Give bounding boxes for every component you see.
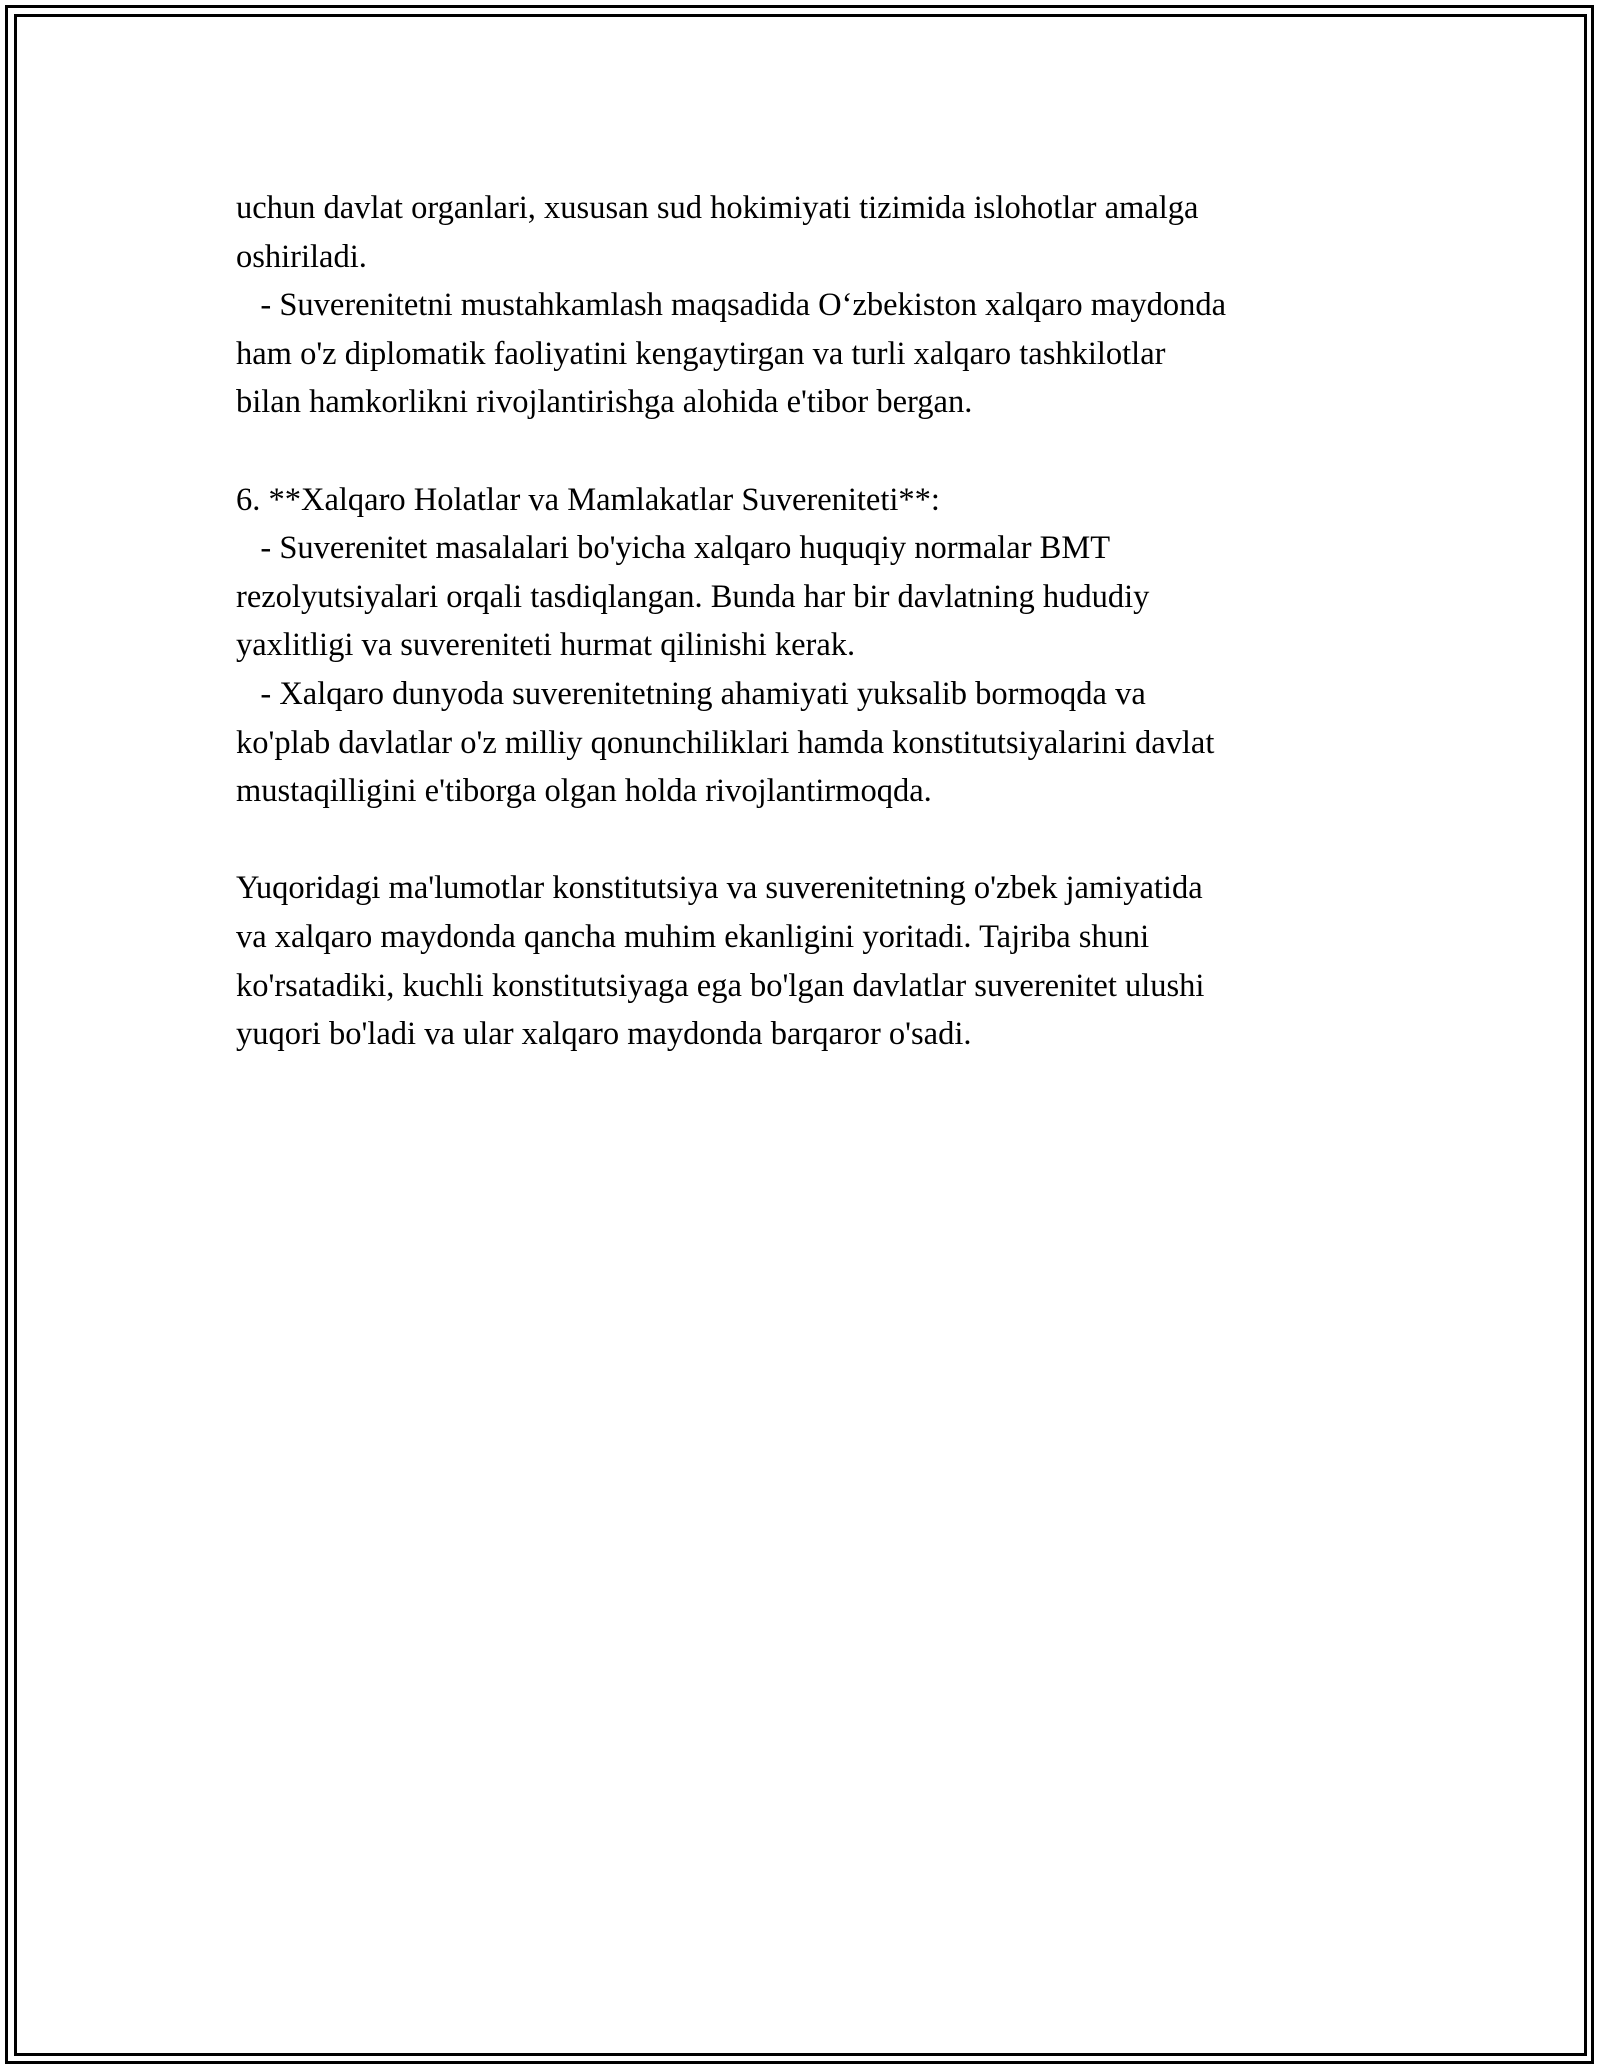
text-line: - Suverenitet masalalari bo'yicha xalqaro huquqiy normalar BMT <box>236 530 1111 567</box>
document-body <box>236 184 1366 1059</box>
section-heading <box>236 476 1366 525</box>
text-line: bilan hamkorlikni rivojlantirishga alohida e'tibor bergan. <box>236 384 973 421</box>
paragraph-diplomacy-bullet <box>236 281 1366 427</box>
text-line: - Xalqaro dunyoda suverenitetning ahamiyati yuksalib bormoqda va <box>236 675 1146 712</box>
paragraph-world-bullet <box>236 670 1366 816</box>
text-line: mustaqilligini e'tiborga olgan holda rivojlantirmoqda. <box>236 773 932 810</box>
text-line: uchun davlat organlari, xususan sud hokimiyati tizimida islohotlar amalga <box>236 190 1199 226</box>
text-line: yuqori bo'ladi va ular xalqaro maydonda barqaror o'sadi. <box>236 1016 972 1053</box>
text-line: yaxlitligi va suvereniteti hurmat qilinishi kerak. <box>236 627 856 664</box>
text-line: va xalqaro maydonda qancha muhim ekanligini yoritadi. Tajriba shuni <box>236 918 1150 955</box>
paragraph-gap <box>236 427 1366 476</box>
text-line: ham o'z diplomatik faoliyatini kengaytirgan va turli xalqaro tashkilotlar <box>236 335 1166 372</box>
paragraph-conclusion <box>236 864 1366 1058</box>
paragraph-un-bullet <box>236 524 1366 670</box>
text-line: oshiriladi. <box>236 238 367 275</box>
text-line: - Suverenitetni mustahkamlash maqsadida O‘zbekiston xalqaro maydonda <box>236 287 1227 324</box>
paragraph-continuation <box>236 184 1366 281</box>
text-line: ko'plab davlatlar o'z milliy qonunchiliklari hamda konstitutsiyalarini davlat <box>236 724 1215 761</box>
text-line: 6. **Xalqaro Holatlar va Mamlakatlar Suvereniteti**: <box>236 481 940 518</box>
text-line: ko'rsatadiki, kuchli konstitutsiyaga ega bo'lgan davlatlar suverenitet ulushi <box>236 967 1205 1004</box>
text-line: rezolyutsiyalari orqali tasdiqlangan. Bunda har bir davlatning hududiy <box>236 578 1150 615</box>
text-line: Yuqoridagi ma'lumotlar konstitutsiya va suverenitetning o'zbek jamiyatida <box>236 870 1203 907</box>
paragraph-gap <box>236 816 1366 865</box>
